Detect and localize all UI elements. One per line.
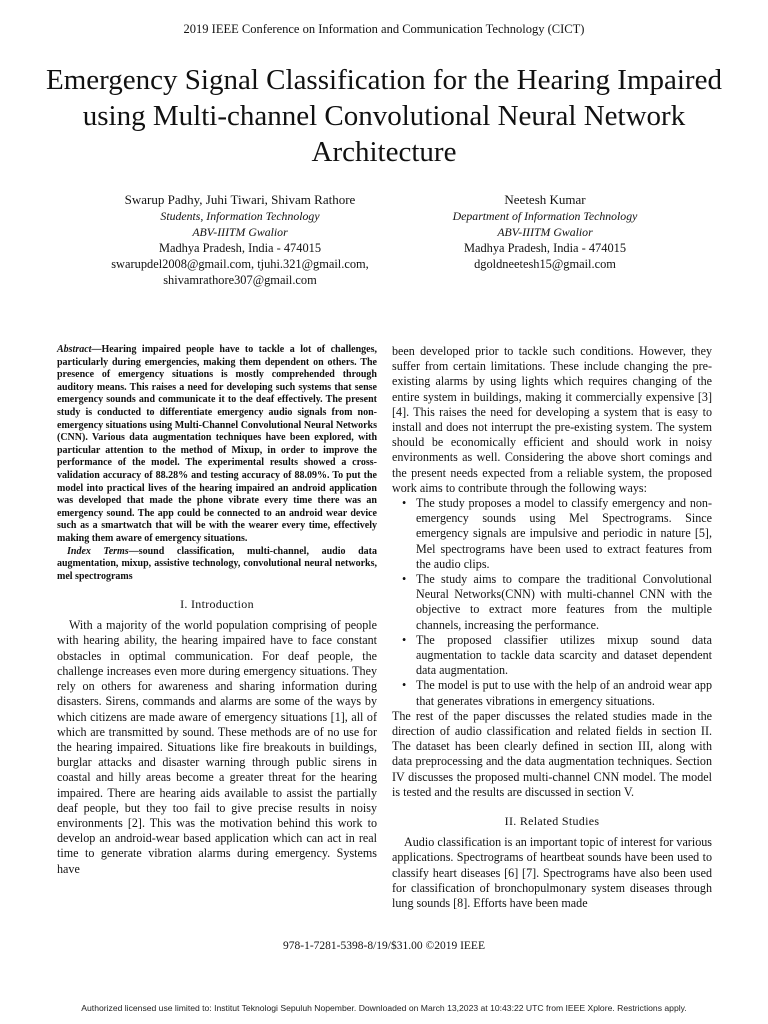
isbn-footer: 978-1-7281-5398-8/19/$31.00 ©2019 IEEE bbox=[283, 940, 485, 952]
list-item: • The model is put to use with the help of an android wear app that generates vibrations in emergency situations. bbox=[416, 678, 712, 708]
right-column bbox=[392, 344, 712, 911]
abstract bbox=[57, 344, 377, 546]
related-studies-paragraph: Audio classification is an important topic of interest for various applications. Spectrograms of heartbeat sounds have been used to classify heart diseases [6] [7]. Spectrograms have also been used for classification of bronchopulmonary system diseases through lung sounds [8]. Efforts have been made bbox=[392, 835, 712, 910]
author-institution: ABV-IIITM Gwalior bbox=[192, 225, 288, 239]
author-names: Swarup Padhy, Juhi Tiwari, Shivam Rathore bbox=[124, 192, 356, 207]
abstract-text: —Hearing impaired people have to tackle a lot of challenges, particularly during emergencies, making them dependent on others. The presence of emergency situations is mostly comprehended through auditory means. This raises a need for developing such systems that sense emergency sounds and communicate it to the deaf effectively. The present study is conducted to differentiate emergency audio signals from non-emergency situations using Multi-Channel Convolutional Neural Networks (CNN). Various data augmentation techniques have been explored, with particular attention to the method of Mixup, in order to improve the performance of the model. The experimental results showed a cross-validation accuracy of 88.28% and testing accuracy of 88.09%. To put the model into practical lives of the hearing impaired an android application was developed that made the phone vibrate every time there was an emergency sound. The app could be connected to an android wear device such as a smartwatch that will be with the wearer every time, effectively making them aware of emergency situations. bbox=[57, 344, 377, 544]
author-location: Madhya Pradesh, India - 474015 bbox=[158, 241, 322, 255]
author-location: Madhya Pradesh, India - 474015 bbox=[463, 241, 627, 255]
list-item: • The study proposes a model to classify emergency and non-emergency sounds using Mel Spectrograms. Since emergency signals are impulsive and periodic in nature [5], Mel spectrograms have been used to extract features from the audio clips. bbox=[416, 496, 712, 572]
author-email: dgoldneetesh15@gmail.com bbox=[474, 257, 616, 271]
license-notice: Authorized licensed use limited to: Institut Teknologi Sepuluh Nopember. Downloaded on March 13,2023 at 10:43:22 UTC from IEEE Xplore. Restrictions apply. bbox=[81, 1003, 687, 1013]
contribution-list bbox=[392, 496, 712, 709]
left-column bbox=[57, 344, 377, 877]
section-heading-related-studies: II. Related Studies bbox=[504, 814, 600, 829]
list-item: • The study aims to compare the traditional Convolutional Neural Networks(CNN) with multi-channel CNN with the objective to extract more features from the multiple channels, increasing the performance. bbox=[416, 572, 712, 633]
author-department: Department of Information Technology bbox=[452, 209, 638, 223]
section-heading-introduction: I. Introduction bbox=[180, 597, 254, 612]
author-institution: ABV-IIITM Gwalior bbox=[497, 225, 593, 239]
paper-title: Emergency Signal Classification for the Hearing Impaired using Multi-channel Convolutional Neural Network Architecture bbox=[46, 64, 722, 168]
author-block-faculty bbox=[400, 192, 690, 272]
index-terms-text: —sound classification, multi-channel, audio data augmentation, mixup, assistive technology, convolutional neural networks, mel spectrograms bbox=[57, 545, 377, 582]
list-item: • The proposed classifier utilizes mixup sound data augmentation to tackle data scarcity and dataset dependent data augmentation. bbox=[416, 633, 712, 679]
author-department: Students, Information Technology bbox=[160, 209, 320, 223]
abstract-label: Abstract bbox=[57, 344, 92, 355]
continued-paragraph: been developed prior to tackle such conditions. However, they suffer from certain limitations. These include changing the pre-existing alarms by using lights which requires changing of the entire system in buildings, making it commercially expensive [3][4]. This raises the need for developing a system that is easy to install and does not interrupt the pre-existing system. The system should be economically efficient and should work in noisy environments as well. Considering the above short comings and the present needs expected from a reliable system, the proposed work aims to contribute through the following ways: bbox=[392, 344, 712, 495]
author-names: Neetesh Kumar bbox=[504, 192, 586, 207]
author-email: swarupdel2008@gmail.com, tjuhi.321@gmail.com, bbox=[111, 257, 369, 271]
introduction-paragraph: With a majority of the world population comprising of people with hearing ability, the hearing impaired have to face constant obstacles in optimal communication. For deaf people, the challenge increases even more during emergency situations. They rely on others for awareness and sharing information during disasters. Sirens, commands and alarms are some of the ways by which citizens are made aware of emergency situations [1], all of which are transmitted by sound. These methods are of no use for the hearing impaired. Situations like fire breakouts in buildings, burglar attacks and disaster warning through public sirens in coastal and hilly areas become a greater threat for the hearing impaired. There are hearing aids available to assist the partially deaf people, but they too fail to give precise results in noisy environments [2]. This was the motivation behind this work to develop an android-wear based application which can act in real time to generate vibration alarms during emergency. Systems have bbox=[57, 618, 377, 876]
organization-paragraph: The rest of the paper discusses the related studies made in the direction of audio classification and related fields in section II. The dataset has been clearly defined in section III, along with data preprocessing and the data augmentation techniques. Section IV discusses the proposed multi-channel CNN model. The model is tested and the results are discussed in section V. bbox=[392, 708, 712, 799]
author-block-students bbox=[90, 192, 390, 288]
index-terms-label: Index Terms bbox=[67, 545, 129, 557]
index-terms bbox=[57, 546, 377, 584]
author-email: shivamrathore307@gmail.com bbox=[163, 273, 317, 287]
conference-header: 2019 IEEE Conference on Information and Communication Technology (CICT) bbox=[183, 22, 585, 36]
